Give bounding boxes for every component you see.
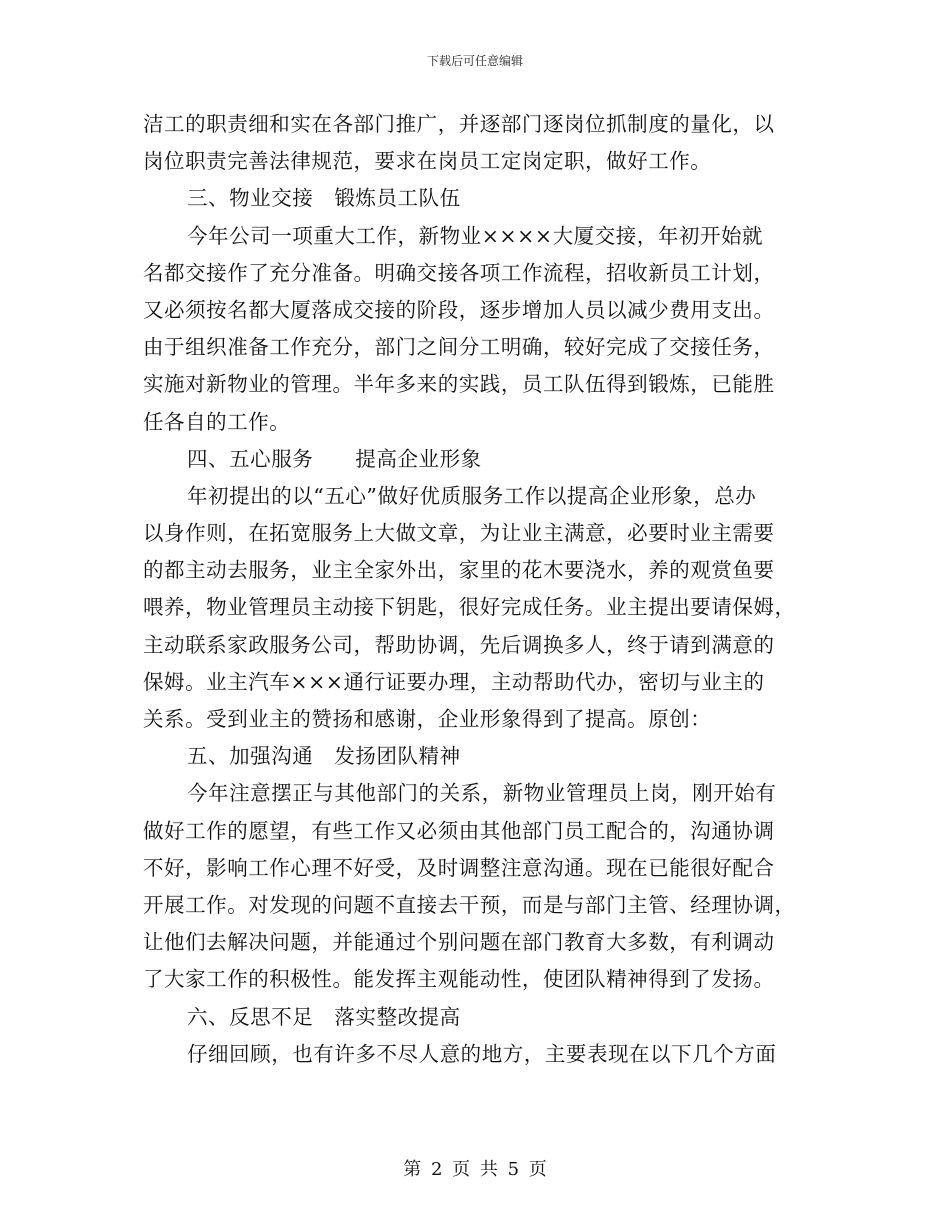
paragraph-first-line: 今年注意摆正与其他部门的关系，新物业管理员上岗，刚开始有 (187, 781, 777, 806)
body-line: 实施对新物业的管理。半年多来的实践，员工队伍得到锻炼，已能胜 (143, 372, 775, 397)
body-line: 岗位职责完善法律规范，要求在岗员工定岗定职，做好工作。 (143, 149, 712, 174)
section-heading: 三、物业交接 锻炼员工队伍 (187, 186, 461, 211)
body-line: 让他们去解决问题，并能通过个别问题在部门教育大多数，有利调动 (143, 930, 775, 955)
body-line: 了大家工作的积极性。能发挥主观能动性，使团队精神得到了发扬。 (143, 967, 775, 992)
document-body (143, 106, 803, 1073)
paragraph-first-line: 仔细回顾，也有许多不尽人意的地方，主要表现在以下几个方面 (187, 1041, 777, 1066)
body-line: 关系。受到业主的赞扬和感谢，企业形象得到了提高。原创： (143, 707, 712, 731)
paragraph-first-line: 年初提出的以“五心”做好优质服务工作以提高企业形象，总办 (187, 483, 757, 508)
page-footer: 第 2 页 共 5 页 (403, 1159, 547, 1180)
section-heading: 四、五心服务 提高企业形象 (187, 446, 482, 471)
section-heading: 六、反思不足 落实整改提高 (187, 1004, 461, 1029)
body-line: 的都主动去服务，业主全家外出，家里的花木要浇水，养的观赏鱼要 (143, 558, 775, 583)
body-line: 又必须按名都大厦落成交接的阶段，逐步增加人员以减少费用支出。 (143, 297, 775, 322)
body-line: 喂养，物业管理员主动接下钥匙，很好完成任务。业主提出要请保姆， (143, 595, 796, 620)
body-line: 洁工的职责细和实在各部门推广，并逐部门逐岗位抓制度的量化，以 (143, 112, 775, 136)
body-line: 由于组织准备工作充分，部门之间分工明确，较好完成了交接任务， (143, 335, 775, 360)
body-line: 主动联系家政服务公司，帮助协调，先后调换多人，终于请到满意的 (143, 632, 775, 657)
body-line: 做好工作的愿望，有些工作又必须由其他部门员工配合的，沟通协调 (143, 818, 775, 843)
body-line: 保姆。业主汽车×××通行证要办理，主动帮助代办，密切与业主的 (143, 669, 765, 694)
body-line: 不好，影响工作心理不好受，及时调整注意沟通。现在已能很好配合 (143, 855, 775, 880)
body-line: 任各自的工作。 (143, 409, 291, 434)
section-heading: 五、加强沟通 发扬团队精神 (187, 744, 461, 769)
paragraph-first-line: 今年公司一项重大工作，新物业××××大厦交接，年初开始就 (187, 223, 764, 248)
body-line: 开展工作。对发现的问题不直接去干预，而是与部门主管、经理协调， (143, 892, 796, 917)
body-line: 以身作则，在拓宽服务上大做文章，为让业主满意，必要时业主需要 (143, 521, 775, 546)
page-header: 下载后可任意编辑 (426, 54, 523, 68)
body-line: 名都交接作了充分准备。明确交接各项工作流程，招收新员工计划， (143, 260, 775, 285)
